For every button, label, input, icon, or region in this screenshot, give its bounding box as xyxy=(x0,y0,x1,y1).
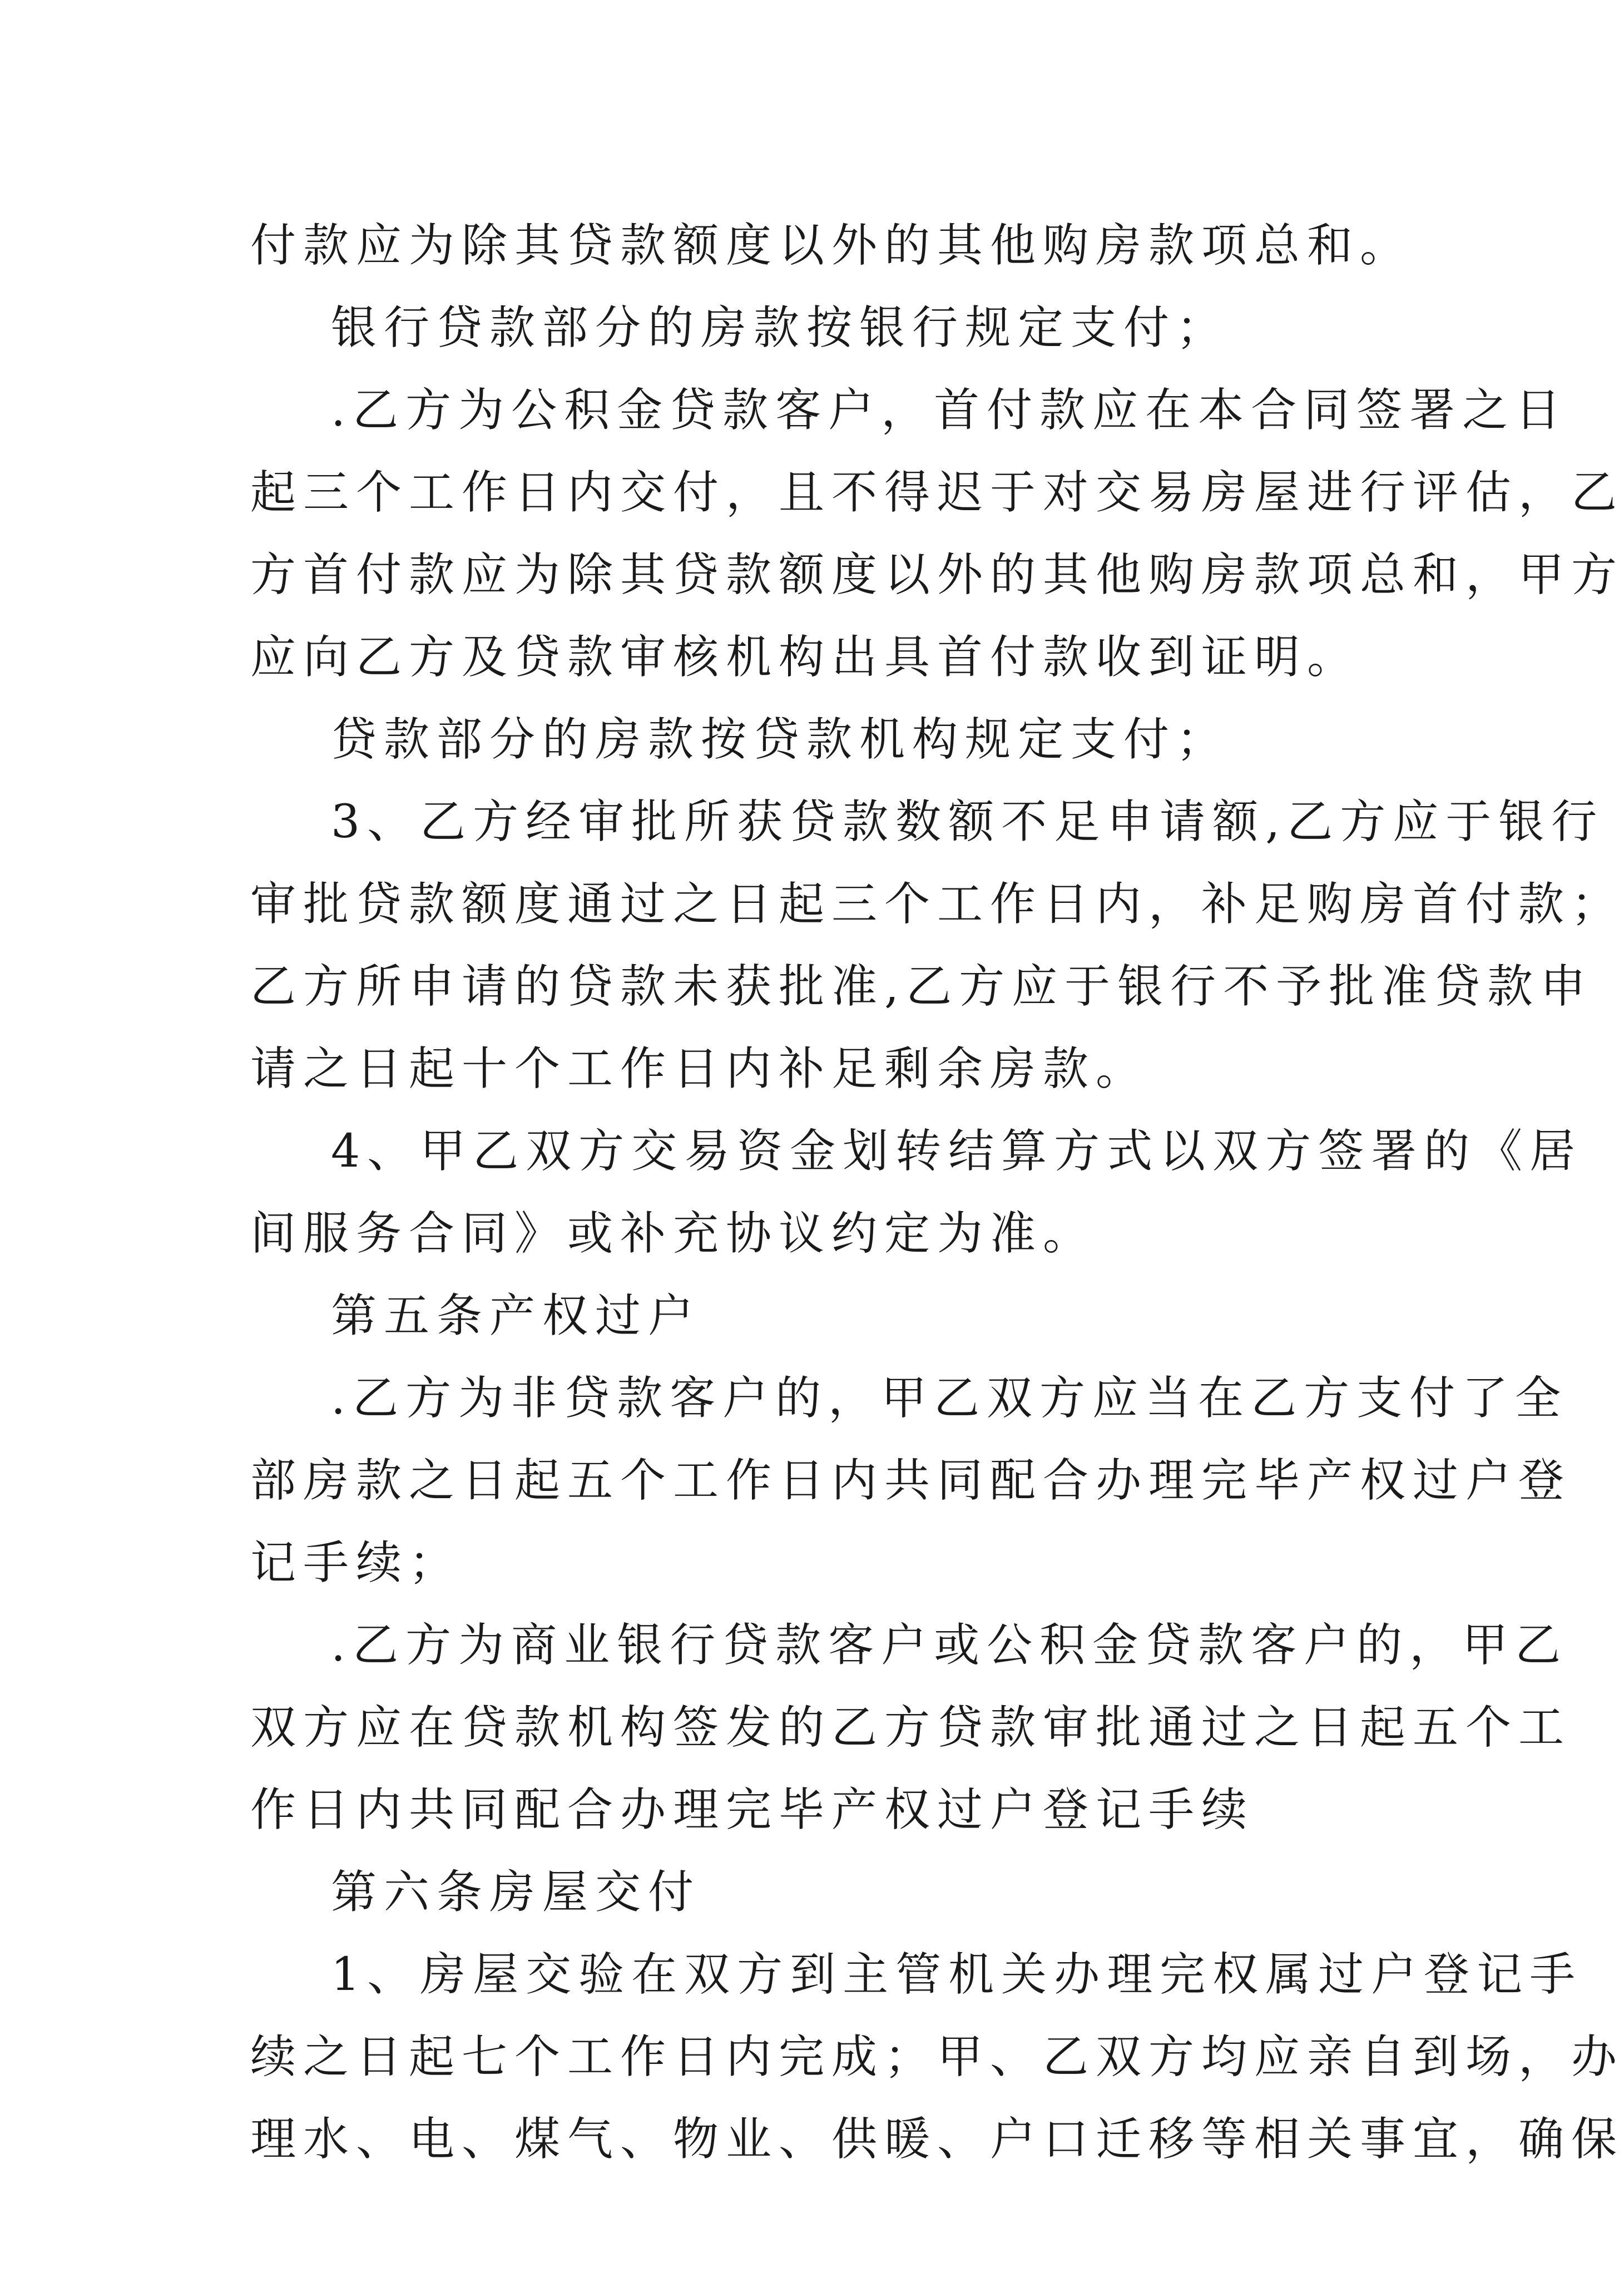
text-line: .乙方为公积金贷款客户，首付款应在本合同签署之日 xyxy=(331,384,1568,437)
text-line: 部房款之日起五个工作日内共同配合办理完毕产权过户登 xyxy=(250,1454,1572,1507)
text-line: 理水、电、煤气、物业、供暖、户口迁移等相关事宜，确保 xyxy=(250,2113,1624,2166)
text-line: 间服务合同》或补充协议约定为准。 xyxy=(250,1207,1096,1260)
text-line: .乙方为商业银行贷款客户或公积金贷款客户的，甲乙 xyxy=(331,1619,1568,1672)
text-line: 第六条房屋交付 xyxy=(331,1866,701,1919)
text-line: 3、乙方经审批所获贷款数额不足申请额,乙方应于银行 xyxy=(331,796,1605,848)
text-line: 乙方所申请的贷款未获批准,乙方应于银行不予批准贷款申 xyxy=(250,960,1593,1013)
text-line: 付款应为除其贷款额度以外的其他购房款项总和。 xyxy=(250,219,1413,272)
text-line: 请之日起十个工作日内补足剩余房款。 xyxy=(250,1043,1149,1095)
text-line: 银行贷款部分的房款按银行规定支付； xyxy=(331,302,1230,354)
text-line: 作日内共同配合办理完毕产权过户登记手续 xyxy=(250,1784,1255,1836)
text-line: 续之日起七个工作日内完成；甲、乙双方均应亲自到场，办 xyxy=(250,2031,1624,2083)
text-line: 双方应在贷款机构签发的乙方贷款审批通过之日起五个工 xyxy=(250,1701,1572,1754)
text-line: 贷款部分的房款按贷款机构规定支付； xyxy=(331,713,1230,766)
document-body xyxy=(250,205,1624,2181)
text-line: 应向乙方及贷款审核机构出具首付款收到证明。 xyxy=(250,631,1360,684)
text-line: 第五条产权过户 xyxy=(331,1290,701,1342)
text-line: 起三个工作日内交付，且不得迟于对交易房屋进行评估，乙 xyxy=(250,466,1624,519)
text-line: 方首付款应为除其贷款额度以外的其他购房款项总和，甲方 xyxy=(250,549,1624,601)
text-line: 记手续； xyxy=(250,1537,462,1589)
text-line: 审批贷款额度通过之日起三个工作日内，补足购房首付款； xyxy=(250,878,1624,931)
text-line: .乙方为非贷款客户的，甲乙双方应当在乙方支付了全 xyxy=(331,1372,1568,1425)
text-line: 4、甲乙双方交易资金划转结算方式以双方签署的《居 xyxy=(331,1125,1583,1178)
text-line: 1、房屋交验在双方到主管机关办理完权属过户登记手 xyxy=(331,1948,1583,2001)
